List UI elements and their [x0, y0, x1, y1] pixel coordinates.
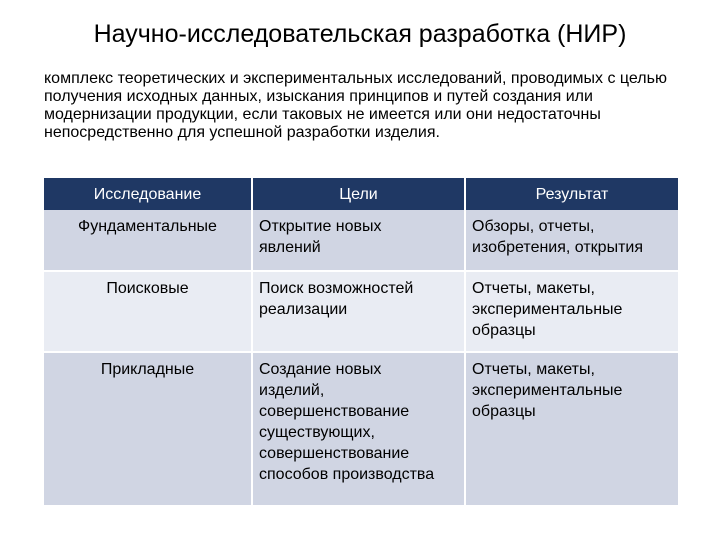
research-type-cell: Фундаментальные	[44, 210, 252, 271]
goals-cell: Создание новых изделий, совершенствование существующих, совершенствование способов производства	[252, 352, 465, 505]
research-type-cell: Прикладные	[44, 352, 252, 505]
research-types-table	[44, 178, 678, 505]
goals-cell: Поиск возможностей реализации	[252, 271, 465, 352]
result-cell: Отчеты, макеты, экспериментальные образцы	[465, 352, 678, 505]
research-type-cell: Поисковые	[44, 271, 252, 352]
header-result: Результат	[465, 178, 678, 210]
table-row	[44, 271, 678, 352]
result-cell: Обзоры, отчеты, изобретения, открытия	[465, 210, 678, 271]
header-research: Исследование	[44, 178, 252, 210]
page-title: Научно-исследовательская разработка (НИР)	[93, 20, 627, 48]
table-row	[44, 352, 678, 505]
result-cell: Отчеты, макеты, экспериментальные образцы	[465, 271, 678, 352]
table-row	[44, 210, 678, 271]
goals-cell: Открытие новых явлений	[252, 210, 465, 271]
table-header-row	[44, 178, 678, 210]
header-goals: Цели	[252, 178, 465, 210]
intro-paragraph: комплекс теоретических и экспериментальных исследований, проводимых с целью получения исходных данных, изыскания принципов и путей создания или модернизации продукции, если таковых не имеется или они недостаточны непосредственно для успешной разработки изделия.	[44, 70, 667, 141]
